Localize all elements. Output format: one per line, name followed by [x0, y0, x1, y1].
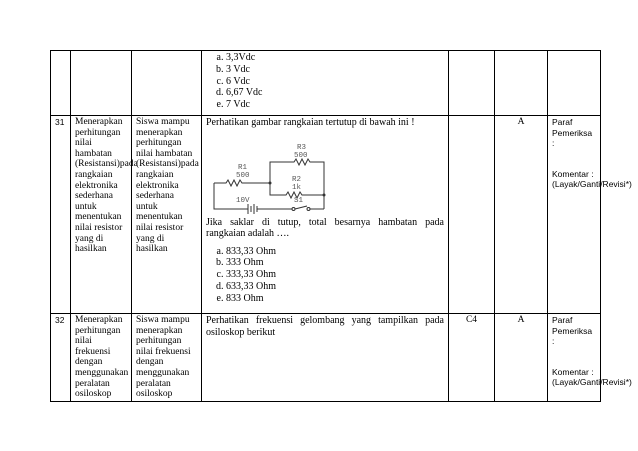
answer-options: [206, 246, 444, 305]
option-b: b. 333 Ohm: [226, 257, 444, 269]
option-a: a. 3,3Vdc: [226, 52, 444, 64]
komentar-options: (Layak/Ganti/Revisi*): [552, 377, 632, 387]
option-b: b. 3 Vdc: [226, 64, 444, 76]
option-d: d. 6,67 Vdc: [226, 87, 444, 99]
question-text: Perhatikan frekuensi gelombang yang tampilkan pada osiloskop berikut: [206, 315, 444, 338]
circuit-diagram: [212, 133, 342, 215]
table-row: [51, 116, 601, 314]
key-cell: A: [495, 314, 548, 402]
no-cell: 32: [51, 314, 71, 402]
komentar-options: (Layak/Ganti/Revisi*): [552, 179, 632, 189]
question-text: Perhatikan gambar rangkaian tertutup di bawah ini !: [206, 117, 415, 128]
resistor-r1: [214, 180, 270, 186]
r2-name: R2: [292, 175, 302, 184]
battery-symbol: [242, 204, 288, 214]
key-cell: [495, 51, 548, 116]
level-cell: [449, 116, 495, 314]
r3-value: 500: [294, 151, 308, 160]
switch-label: S1: [294, 196, 304, 205]
answer-options: [206, 52, 444, 111]
battery-label: 10V: [236, 196, 250, 205]
indikator-cell: Siswa mampu menerapkan perhitungan nilai hambatan (Resistansi)pada rangkaian elektronika sederhana untuk menentukan nilai resistor yang di hasilkan: [132, 116, 202, 314]
key-cell: A: [495, 116, 548, 314]
option-c: c. 6 Vdc: [226, 76, 444, 88]
paraf-label: Paraf Pemeriksa :: [552, 315, 593, 346]
option-c: c. 333,33 Ohm: [226, 269, 444, 281]
komentar-label: Komentar :: [552, 366, 594, 377]
indikator-cell: [132, 51, 202, 116]
r1-name: R1: [238, 163, 248, 172]
question-text-2: Jika saklar di tutup, total besarnya hambatan pada rangkaian adalah ….: [206, 216, 444, 239]
table-row: [51, 314, 601, 402]
paraf-cell: [548, 314, 632, 402]
question-cell: [202, 116, 449, 314]
no-cell: 31: [51, 116, 71, 314]
question-cell: [202, 51, 449, 116]
kompetensi-cell: Menerapkan perhitungan nilai hambatan (Resistansi)pada rangkaian elektronika sederhana untuk menentukan nilai resistor yang di hasilkan: [71, 116, 132, 314]
paraf-cell: [548, 116, 632, 314]
option-e: e. 833 Ohm: [226, 293, 444, 305]
indikator-cell: Siswa mampu menerapkan perhitungan nilai frekuensi dengan menggunakan peralatan osiloskop: [132, 314, 202, 402]
question-cell: [202, 314, 449, 402]
r3-name: R3: [297, 143, 307, 152]
r1-value: 500: [236, 171, 250, 180]
komentar-label: Komentar :: [552, 168, 594, 179]
r2-value: 1k: [292, 183, 302, 192]
no-cell: [51, 51, 71, 116]
level-cell: [449, 51, 495, 116]
table-row: [51, 51, 601, 116]
kompetensi-cell: Menerapkan perhitungan nilai frekuensi dengan menggunakan peralatan osiloskop: [71, 314, 132, 402]
option-a: a. 833,33 Ohm: [226, 246, 444, 258]
kompetensi-cell: [71, 51, 132, 116]
wire-left: [214, 183, 242, 209]
option-e: e. 7 Vdc: [226, 99, 444, 111]
option-d: d. 633,33 Ohm: [226, 281, 444, 293]
question-table: [50, 50, 632, 402]
level-cell: C4: [449, 314, 495, 402]
paraf-cell: [548, 51, 601, 116]
paraf-label: Paraf Pemeriksa :: [552, 117, 593, 148]
